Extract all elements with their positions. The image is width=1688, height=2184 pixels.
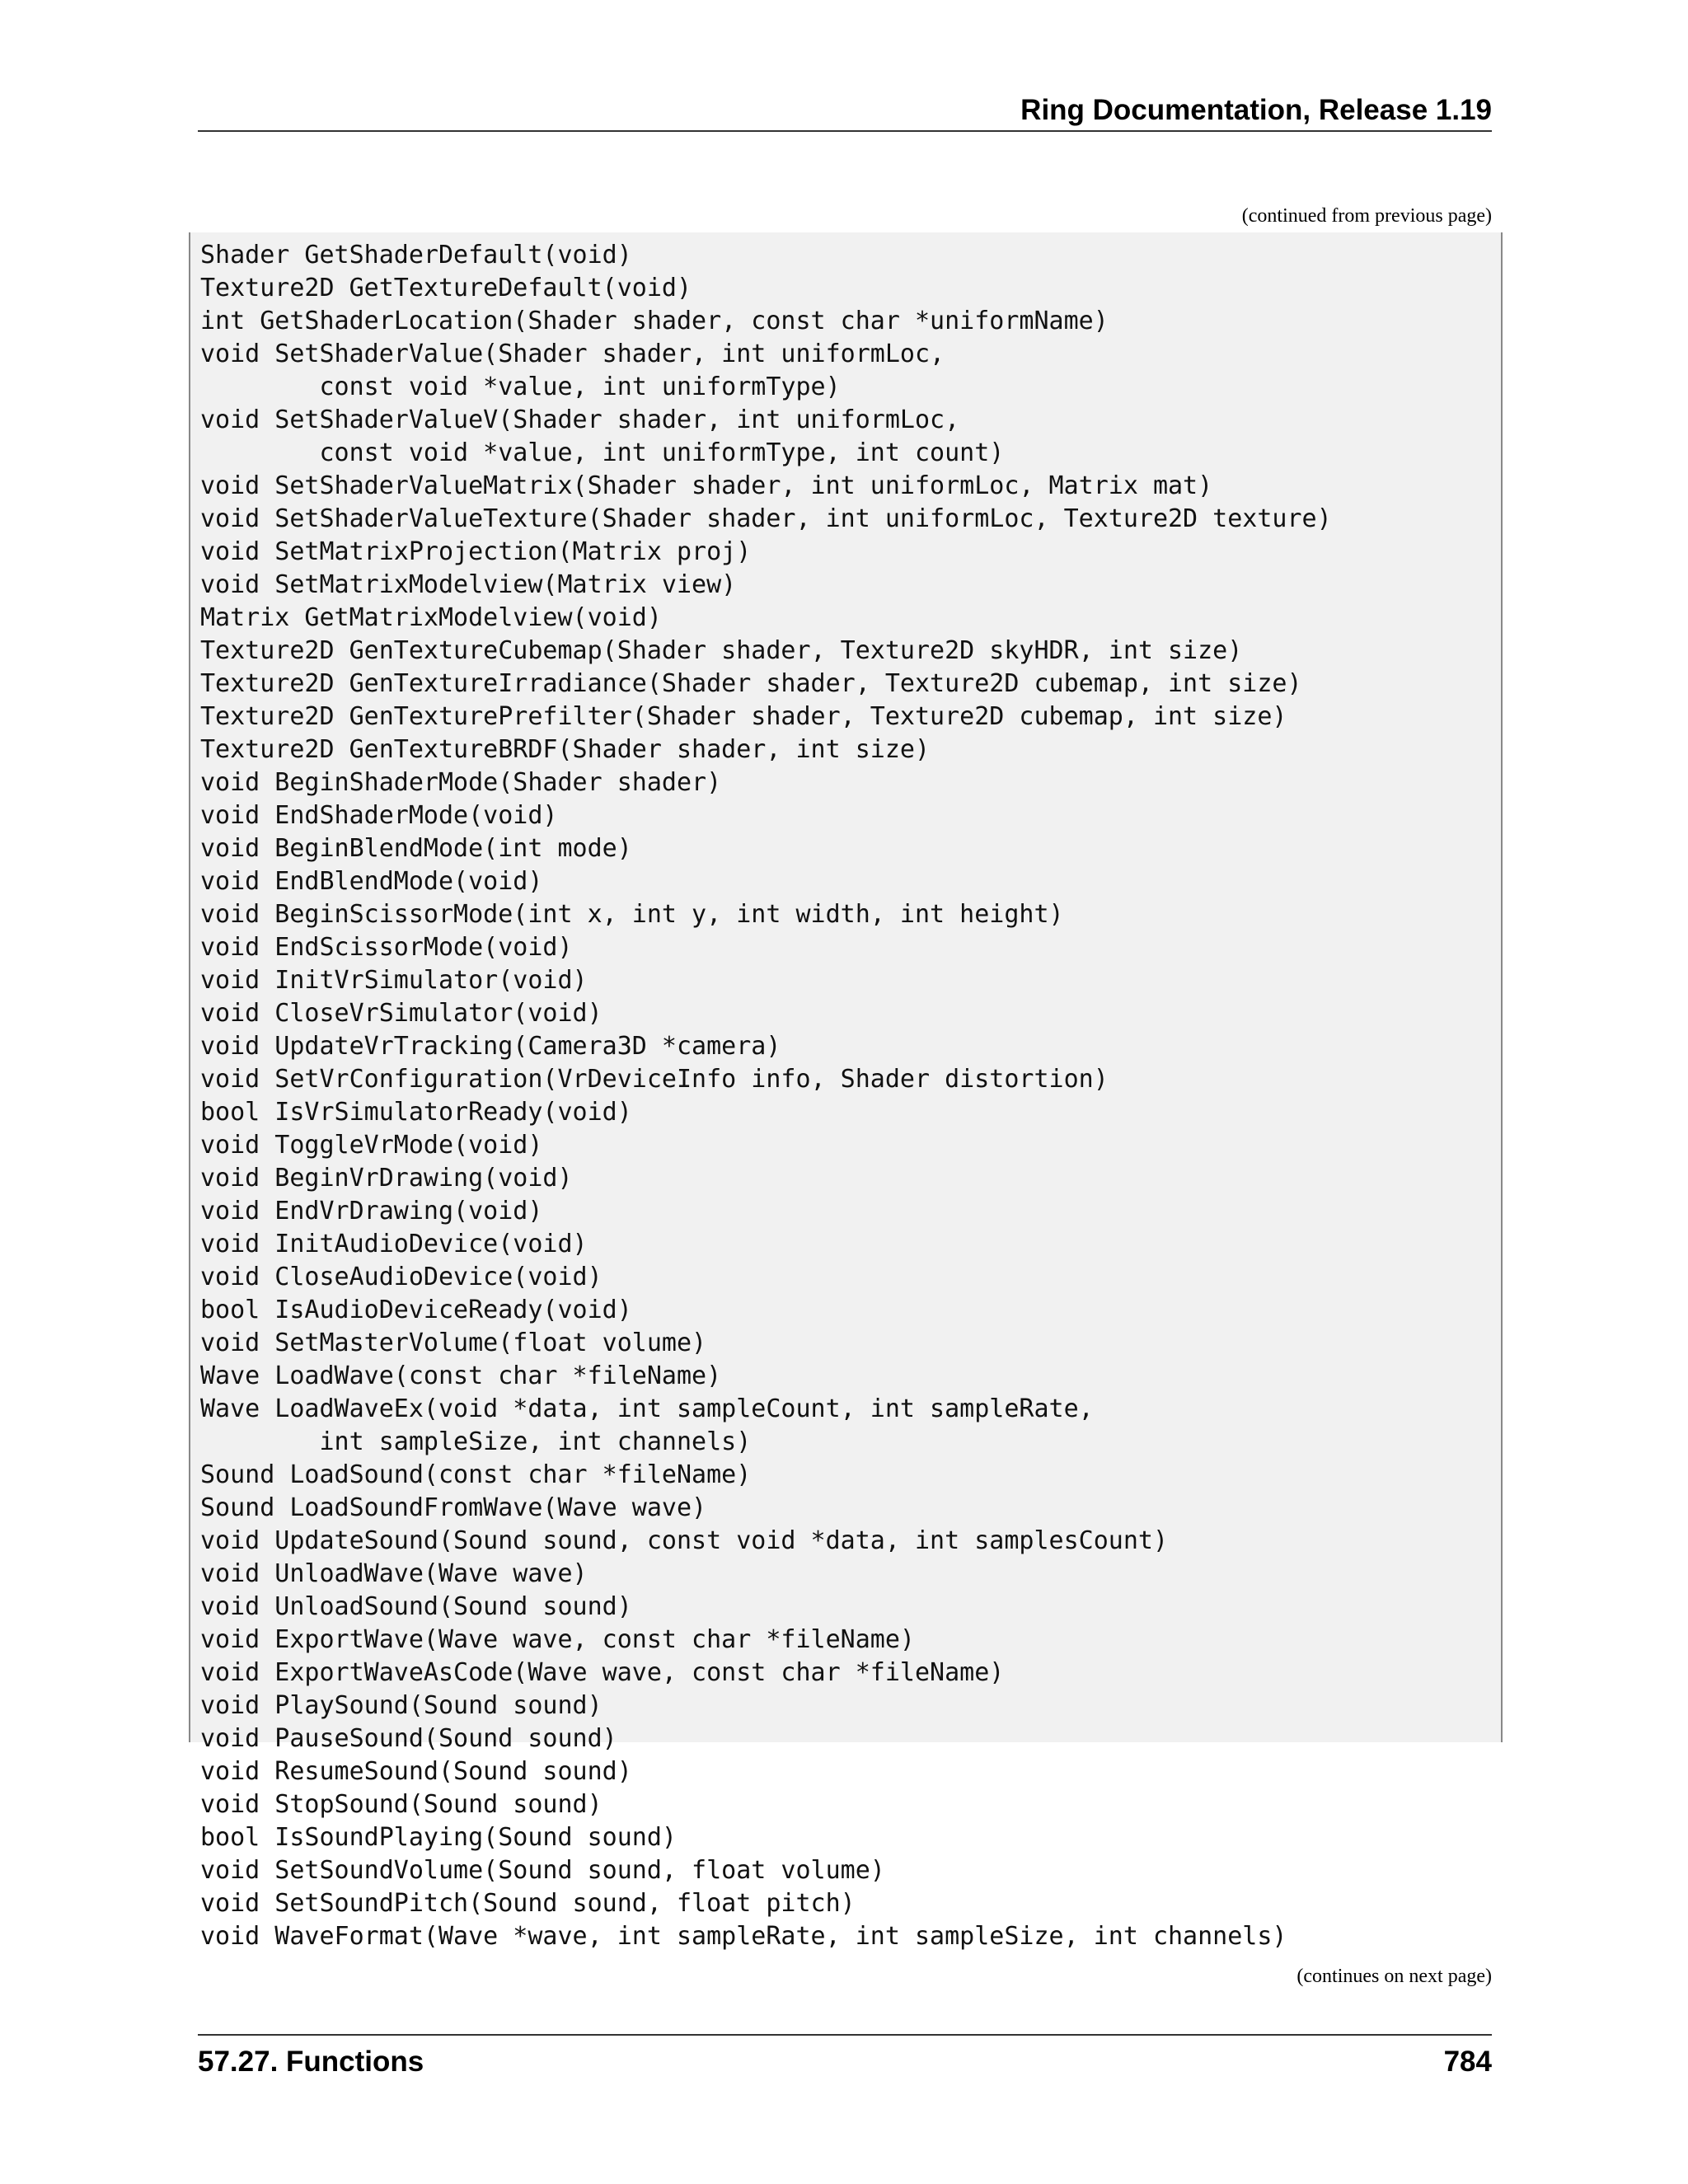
code-line: void ToggleVrMode(void) [200,1131,543,1160]
code-line: void SetShaderValue(Shader shader, int uniformLoc, [200,340,945,368]
code-line: Wave LoadWave(const char *fileName) [200,1361,722,1390]
code-line: void BeginVrDrawing(void) [200,1164,573,1193]
code-line: bool IsSoundPlaying(Sound sound) [200,1823,677,1852]
code-line: Texture2D GenTextureBRDF(Shader shader, int size) [200,735,931,764]
page-number: 784 [1443,2046,1492,2078]
code-line: const void *value, int uniformType, int count) [200,438,1005,467]
code-line: Sound LoadSound(const char *fileName) [200,1460,752,1489]
code-line: void UpdateVrTracking(Camera3D *camera) [200,1032,781,1061]
code-line: void UnloadSound(Sound sound) [200,1592,632,1621]
code-line: int sampleSize, int channels) [200,1427,752,1456]
code-line: void BeginShaderMode(Shader shader) [200,768,722,797]
page-header [198,89,1492,132]
code-line: void CloseVrSimulator(void) [200,999,603,1028]
code-line: void StopSound(Sound sound) [200,1790,603,1819]
code-line: void InitAudioDevice(void) [200,1230,588,1258]
code-line: void SetSoundPitch(Sound sound, float pitch) [200,1889,856,1918]
code-line: Texture2D GetTextureDefault(void) [200,274,692,302]
footer-section-title: 57.27. Functions [198,2046,424,2078]
code-line: void InitVrSimulator(void) [200,966,588,995]
document-title: Ring Documentation, Release 1.19 [1020,94,1492,126]
code-line: bool IsAudioDeviceReady(void) [200,1296,632,1324]
code-line: void ResumeSound(Sound sound) [200,1757,632,1786]
code-line: void UnloadWave(Wave wave) [200,1559,588,1588]
code-line: const void *value, int uniformType) [200,373,841,401]
code-line: void SetShaderValueTexture(Shader shader, int uniformLoc, Texture2D texture) [200,504,1332,533]
code-line: void SetMatrixProjection(Matrix proj) [200,537,752,566]
page-footer [198,2034,1492,2085]
code-line: void BeginScissorMode(int x, int y, int width, int height) [200,900,1064,929]
code-line: bool IsVrSimulatorReady(void) [200,1098,632,1127]
code-line: void WaveFormat(Wave *wave, int sampleRate, int sampleSize, int channels) [200,1922,1287,1951]
code-line: void EndVrDrawing(void) [200,1197,543,1226]
code-line: void PauseSound(Sound sound) [200,1724,617,1753]
continues-on-next-note: (continues on next page) [1296,1966,1492,1987]
code-line: void CloseAudioDevice(void) [200,1263,603,1291]
code-line: void EndShaderMode(void) [200,801,558,830]
code-line: void UpdateSound(Sound sound, const void *data, int samplesCount) [200,1526,1168,1555]
code-lines [200,239,1494,1953]
code-line: void SetSoundVolume(Sound sound, float volume) [200,1856,885,1885]
code-line: void EndScissorMode(void) [200,933,573,962]
code-line: Shader GetShaderDefault(void) [200,241,632,269]
code-line: void SetMasterVolume(float volume) [200,1329,707,1357]
code-line: void SetMatrixModelview(Matrix view) [200,570,737,599]
code-line: void ExportWave(Wave wave, const char *fileName) [200,1625,915,1654]
code-line: void SetShaderValueV(Shader shader, int uniformLoc, [200,405,960,434]
code-line: Texture2D GenTexturePrefilter(Shader shader, Texture2D cubemap, int size) [200,702,1287,731]
continued-from-previous-note: (continued from previous page) [1241,205,1492,227]
code-block [189,232,1503,1951]
code-line: void SetShaderValueMatrix(Shader shader, int uniformLoc, Matrix mat) [200,471,1213,500]
code-line: void EndBlendMode(void) [200,867,543,896]
code-line: void BeginBlendMode(int mode) [200,834,632,863]
code-line: Texture2D GenTextureIrradiance(Shader shader, Texture2D cubemap, int size) [200,669,1302,698]
code-line: Texture2D GenTextureCubemap(Shader shader, Texture2D skyHDR, int size) [200,636,1243,665]
code-line: void PlaySound(Sound sound) [200,1691,603,1720]
code-line: int GetShaderLocation(Shader shader, const char *uniformName) [200,307,1109,335]
code-line: void SetVrConfiguration(VrDeviceInfo info, Shader distortion) [200,1065,1109,1094]
code-line: Sound LoadSoundFromWave(Wave wave) [200,1493,707,1522]
code-line: Matrix GetMatrixModelview(void) [200,603,662,632]
code-line: Wave LoadWaveEx(void *data, int sampleCount, int sampleRate, [200,1394,1094,1423]
code-line: void ExportWaveAsCode(Wave wave, const char *fileName) [200,1658,1005,1687]
